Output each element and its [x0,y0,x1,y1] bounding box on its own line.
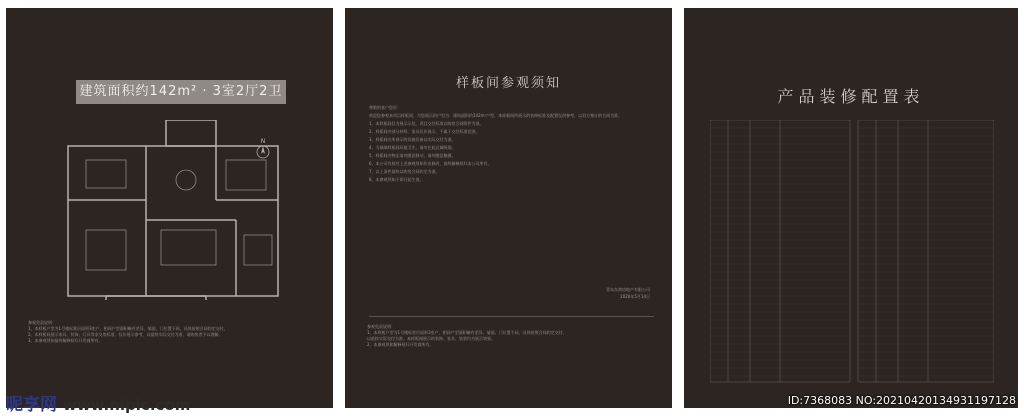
north-arrow-icon [256,136,270,162]
notes-line: 3、本参观须知最终解释权归开发商所有。 [28,338,103,343]
notes-heading: 参观免责说明： [28,320,56,325]
notice-title: 样板间参观须知 [455,76,561,91]
config-panel [684,8,1018,408]
area-title: 建筑面积约142m² · 3室2厅2卫 [76,80,286,104]
notice-paragraph: 5、样板间内物品请勿随意移动，请勿随意触摸。 [369,153,456,158]
floor-plan [66,120,286,300]
notes-block [28,320,318,344]
notice-paragraph: 1、本样板间仅为展示示范，项目交付标准以购房合同附件为准。 [369,121,484,126]
notes-line: 2、本参观须知解释权归开发商所有。 [367,342,434,347]
notice-body [369,104,654,184]
watermark-id: ID:7368083 NO:20210420134931197128 [787,394,1016,407]
greeting: 尊敬的客户您好： [369,105,401,110]
watermark-logo [6,390,190,415]
svg-text:N: N [260,138,266,145]
notice-paragraph: 4、为保障样板间环境卫生，请勿在此区域吸烟。 [369,145,456,150]
notes-line: 2、本样板间展示家具、装饰、灯具等非交房标准，仅作展示参考，以最终实际交付为准，请购房者予以理解。 [28,332,223,337]
config-title: 产品装修配置表 [777,87,925,106]
watermark-brand: 昵享网 [6,395,57,415]
divider [369,316,654,317]
notice-paragraph: 7、以上条件最终以购房合同约定为准。 [369,169,440,174]
notes-block-2 [367,324,657,348]
watermark-site: www.nipic.com [62,396,191,414]
notes-heading: 参观免责说明： [367,324,395,329]
company-name: 青岛东鸿房地产有限公司 [606,287,650,292]
config-table [710,120,994,390]
notes-line: 以最终实际交付为准。本样板间展示的装饰、家具、软装均为展示效果。 [367,336,495,341]
notice-date: 2020年5月14日 [620,294,650,299]
notice-paragraph: 2、样板间内部分材料、家具仅作展示，不属于交付标准范围。 [369,129,480,134]
notes-line: 1、本样板户型为1号楼标准层面积3室户，相同户型面积略有差异，墙面、门位置不同，具体按照合同约定交付。 [28,326,228,331]
notes-line: 1、本样板户型为1号楼标准层面积3室户，相同户型面积略有差异，墙面、门位置不同，具体按照合同约定交付， [367,330,567,335]
notice-paragraph: 8、本参观须知于即日起生效。 [369,177,424,182]
notice-paragraph: 6、本公司有权对上述参观须知作出修改，最终解释权归本公司所有。 [369,161,492,166]
notice-paragraph: 3、样板间内所展示的设施设备以实际交付为准。 [369,137,456,142]
floor-plan-panel [6,8,333,408]
signature-block [606,286,650,300]
notice-paragraph: 欢迎您参观本项目样板间，为您展示的户型为：建筑面积约142m²户型，本样板间所展示的装修标准及配置仅供参考，以双方签订的合同为准。 [369,113,623,118]
notice-panel [345,8,672,408]
